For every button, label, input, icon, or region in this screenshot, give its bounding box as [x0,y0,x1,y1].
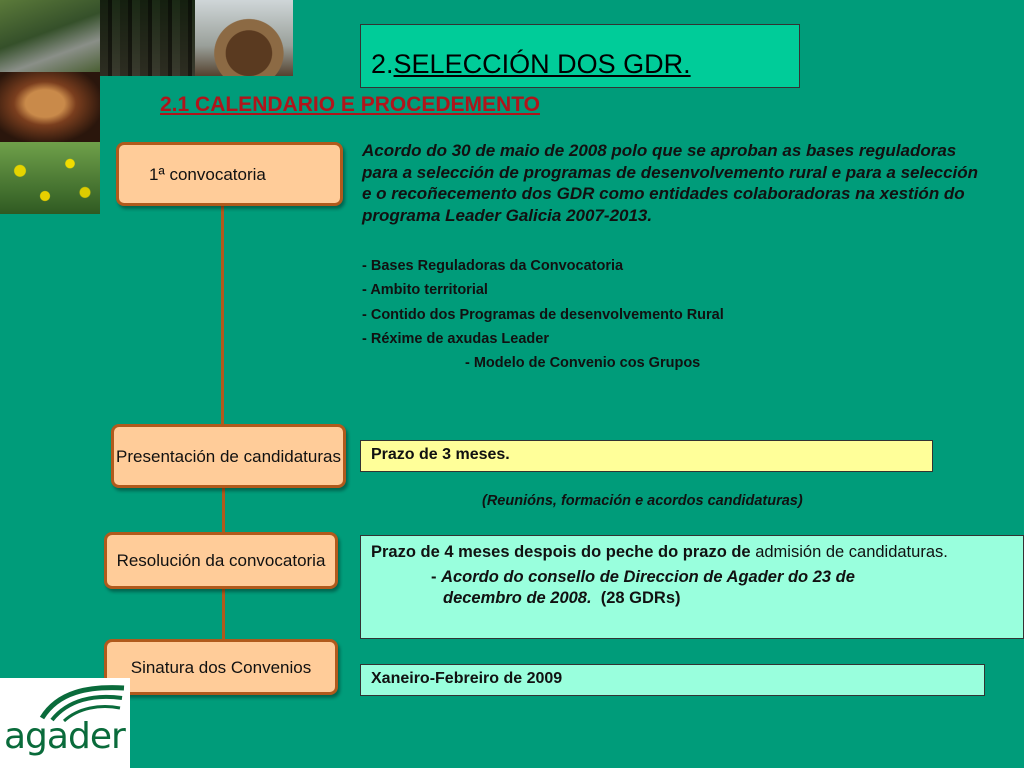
title-text: SELECCIÓN DOS GDR. [393,49,691,79]
list-item: - Contido dos Programas de desenvolvemento Rural [362,306,724,323]
intro-text: Acordo do 30 de maio de 2008 polo que se aproban as bases reguladoras para a selección de programas de desenvolvemento rural e para a selección e o recoñecemento dos GDR como entidades colaboradoras na xestión do programa Leader Galicia 2007-2013. [362,141,979,225]
landscape-photo [0,0,100,72]
logo-text: agader [4,716,125,757]
beehives-photo [100,0,195,76]
step-label: Sinatura dos Convenios [130,657,312,677]
deadline-rest: admisión de candidaturas. [750,543,948,561]
flow-connector [222,488,225,532]
agreement-dash: - [431,568,442,586]
list-item: - Réxime de axudas Leader [362,330,549,347]
step-signing [104,639,338,695]
step-label: Presentación de candidaturas [116,446,341,466]
list-item: - Modelo de Convenio cos Grupos [465,355,701,372]
resolution-deadline [371,542,1013,563]
haystack-photo [195,0,293,76]
resolution-info [360,535,1024,639]
bullet-list [362,254,962,375]
page-title [371,49,691,80]
agreement-line: decembro de 2008. [443,589,592,607]
list-item: - Bases Reguladoras da Convocatoria [362,258,624,274]
step-label: 1ª convocatoria [149,164,266,184]
title-box [360,24,800,88]
resolution-agreement-cont [371,588,1013,609]
title-number: 2. [371,49,394,79]
agreement-line: Acordo do consello de Direccion de Agader do 23 de [441,568,855,586]
signing-period: Xaneiro-Febreiro de 2009 [360,664,985,696]
agader-logo [0,678,130,768]
deadline-bold: Prazo de 4 meses despois do peche do prazo de [371,543,751,561]
step-resolution [104,532,338,589]
section-subtitle: 2.1 CALENDARIO E PROCEDEMENTO [160,93,540,116]
presentation-note: (Reunións, formación e acordos candidaturas) [482,493,803,509]
barrels-photo [0,72,100,142]
gdr-count: (28 GDRs) [591,589,681,607]
step-first-call [116,142,343,206]
list-item: - Ambito territorial [362,282,488,299]
presentation-deadline: Prazo de 3 meses. [360,440,933,472]
flow-connector [222,589,225,639]
step-label: Resolución da convocatoria [116,551,326,570]
flow-connector [221,206,224,424]
flowers-photo [0,142,100,214]
step-presentation [111,424,346,488]
resolution-agreement [371,567,1013,588]
